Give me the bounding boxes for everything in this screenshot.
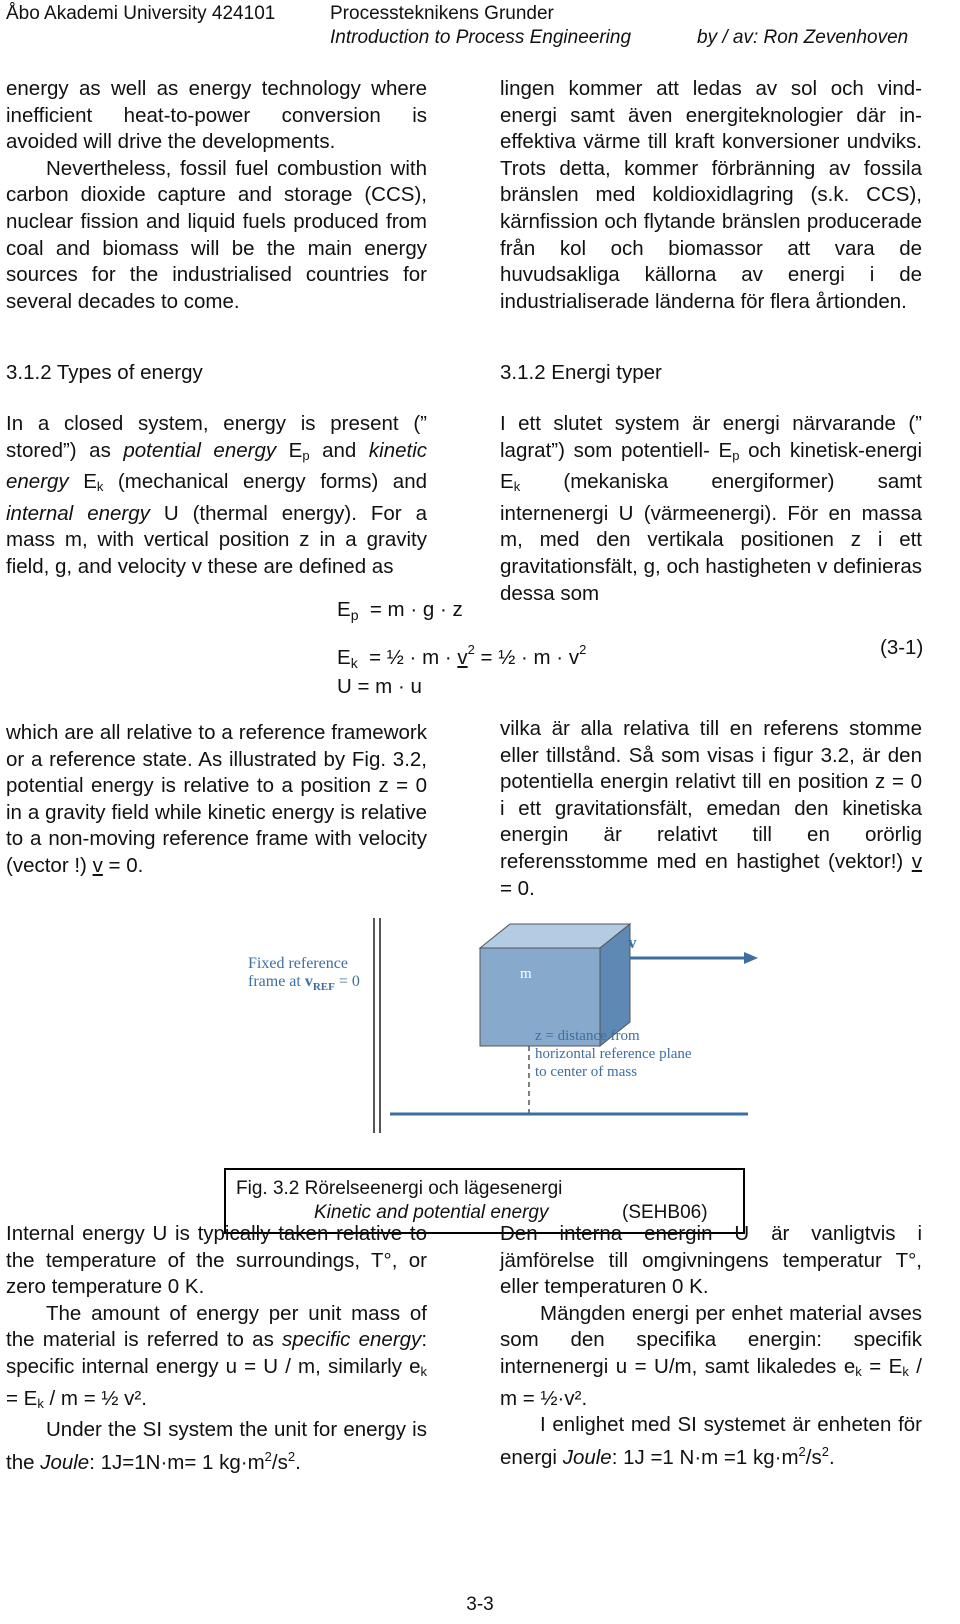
left-paragraph-5: The amount of energy per unit mass of the material is referred to as specific energy: specific internal energy u = U / m, similarly $e_k = E_k / m$ = ½ v². xyxy=(6,1301,428,1411)
left-paragraph-6: Under the SI system the unit for energy is the Joule: 1J=1N·m= 1 $kg\cdot m^2/s^2$. xyxy=(6,1418,427,1474)
fixed-ref-label-1: Fixed reference xyxy=(248,955,348,972)
right-column-bottom xyxy=(500,1221,922,1471)
left-paragraph-4: Internal energy U is typically taken relative to the temperature of the surroundings, T°, or zero temperature 0 K. xyxy=(6,1222,427,1299)
header-course-sv: Processteknikens Grunder xyxy=(330,3,554,24)
left-paragraph-1b: Nevertheless, fossil fuel combustion with carbon dioxide capture and storage (CCS), nuclear fission and liquid fuels produced from coal and biomass will be the main energy sources for the industrialised countries for several decades to come. xyxy=(6,156,427,313)
caption-line-2: Kinetic and potential energy xyxy=(314,1202,549,1223)
right-paragraph-5: Mängden energi per enhet material avses som den specifika energin: specifik internenergi u = U/m, samt likaledes $e_k = E_k / m$ = ½·v². xyxy=(500,1301,922,1410)
z-label-3: to center of mass xyxy=(535,1064,638,1080)
header-university: Åbo Akademi University 424101 xyxy=(6,3,276,24)
right-column-intro xyxy=(500,76,922,315)
z-label-2: horizontal reference plane xyxy=(535,1046,692,1062)
header-course-en: Introduction to Process Engineering xyxy=(330,27,632,48)
caption-source: (SEHB06) xyxy=(622,1202,708,1223)
caption-line-1: Fig. 3.2 Rörelseenergi och lägesenergi xyxy=(236,1178,563,1199)
figure-kinetic-potential xyxy=(240,918,760,1138)
equation-number: (3-1) xyxy=(880,636,924,659)
equation-potential-energy: $E_p = m \cdot g \cdot z$ xyxy=(337,598,463,623)
equation-kinetic-energy: $E_k$ = ½ · $m \cdot v^2$ = ½ · $m \cdot v^2$ xyxy=(337,642,587,671)
right-paragraph-4: Den interna energin U är vanligtvis i jämförelse till omgivningens temperatur T°, eller temperaturen 0 K. xyxy=(500,1222,922,1299)
mass-label: m xyxy=(520,966,532,982)
equation-internal-energy: U = m · u xyxy=(337,675,422,698)
header-author: by / av: Ron Zevenhoven xyxy=(697,27,909,48)
right-paragraph-1: lingen kommer att ledas av sol och vind-energi samt även energiteknologier där in-effektiva värme till kraft konversioner undviks. Trots detta, kommer förbränning av fossila bränslen med koldioxidlagring (s.k. CCS), kärnfission och flytande bränslen producerade från kol och biomassor att vara de huvudsakliga källorna av energi i de industrialiserade länderna för flera årtionden. xyxy=(500,77,922,313)
right-paragraph-3: vilka är alla relativa till en referens stomme eller tillstånd. Så som visas i figur 3.2, är den potentiella energin relativt till en position z = 0 i ett gravitationsfält, emedan den kinetiska energin är relativt till en orörlig referensstomme med en hastighet (vektor!) v = 0. xyxy=(500,717,922,900)
left-column-bottom xyxy=(6,1221,427,1476)
page-number: 3-3 xyxy=(466,1594,494,1615)
right-section-heading: 3.1.2 Energi typer xyxy=(500,361,662,384)
fixed-ref-label-2: frame at $v_{REF} = 0$ xyxy=(248,973,360,993)
left-column-intro xyxy=(6,76,427,315)
left-paragraph-2: In a closed system, energy is present (” stored”) as potential energy $E_p$ and kinetic energy $E_k$ (mechanical energy forms) and internal energy U (thermal energy). For a mass m, with vertical position z in a gravity field, g, and velocity v these are defined as xyxy=(6,412,428,578)
right-paragraph-6: I enlighet med SI systemet är enheten för energi Joule: 1J =1 N·m =1 $kg\cdot m^2/s^2$. xyxy=(500,1413,922,1469)
velocity-arrow-head xyxy=(744,952,758,964)
left-section-heading: 3.1.2 Types of energy xyxy=(6,361,203,384)
left-paragraph-3: which are all relative to a reference framework or a reference state. As illustrated by Fig. 3.2, potential energy is relative to a position z = 0 in a gravity field while kinetic energy is relative to a non-moving reference frame with velocity (vector !) v = 0. xyxy=(6,721,427,877)
velocity-label: v xyxy=(628,933,637,952)
z-label-1: z = distance from xyxy=(535,1028,640,1044)
right-paragraph-2: I ett slutet system är energi närvarande (” lagrat”) som potentiell- $E_p$ och kinetisk-energi $E_k$ (mekaniska energiformer) samt internenergi U (värmeenergi). För en massa m, med den vertikala positionen z i ett gravitationsfält, g, och hastigheten v definieras dessa som xyxy=(500,412,922,605)
left-paragraph-1a: energy as well as energy technology where inefficient heat-to-power conversion is avoided will drive the developments. xyxy=(6,77,427,154)
